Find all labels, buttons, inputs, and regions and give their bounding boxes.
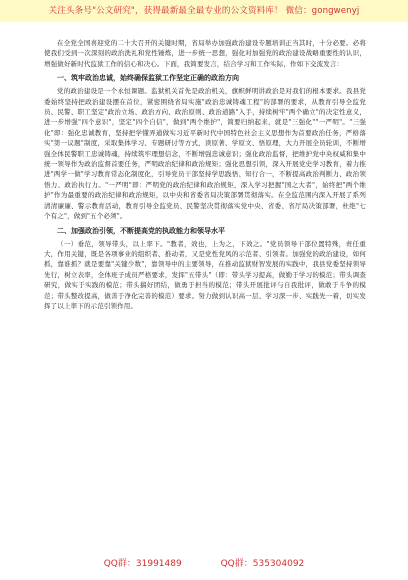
document-body [44,38,366,311]
section-heading-2: 二、加强政治引领，不断提高党的执政能力和领导水平 [57,226,225,235]
section-1-paragraph: 党的政治建设是一个永恒课题。监狱机关首先是政治机关，旗帜鲜明讲政治是对我们的根本要求。我县党委始终坚持把政治建设摆在首位，紧密围绕省局实施"政治忠诚铸魂工程"的部署的要求，从教育引导全监党员、民警、职工坚定"政治立场、政治方向、政治原则、政治道路"入手，持续树牢"两个确立"的决定性意义，进一步增强"四个意识"，坚定"四个自信"，做到"两个维护"，简要归纳起来，就是"三强化""一严明"。"三强化"即：强化忠诚教育，坚持把学懂弄通做实习近平新时代中国特色社会主义思想作为首要政治任务，严格落实"第一议题"制度，采取集体学习、专题研讨等方式，读原著、学原文、悟原理，大力开展全员轮训，不断增强全体民警职工忠诚铸魂，持续筑牢理想信念，不断增强忠诚意识；强化政治监督，把维护党中央权威和集中统一领导作为政治监督首要任务，严明政治纪律和政治规矩；强化思想引领，深入开展党史学习教育，着力推进"两学一做"学习教育常态化制度化，引导党员干部坚持学思践悟、知行合一，不断提高政治判断力、政治领悟力、政治执行力。"一严明"即：严明党的政治纪律和政治规矩，深入学习把握"国之大者"，始终把"两个维护"作为最重要的政治纪律和政治规矩，以中央和省委省局决策部署贯彻落实。在全监范围内深入开展了系列清清廉廉、警示教育活动，教育引导全监党员、民警坚决贯彻落实党中央、省委、省厅局决策部署，杜绝"七个有之"，做到"五个必须"。 [44,87,366,221]
promo-banner [0,0,408,22]
section-2-paragraph: （一）垂范，领导带头，以上率下。"教者，效也，上为之，下效之。"党员领导干部位置特殊，责任重大，作用关键，既是各项事业的组织者、推动者，又是党性党风的示范者、引领者。加强党的政治建设，如何抓，靠谁抓？就是要靠"关键少数"，靠领导中的主要领导，在推动监狱财智发展的实践中，我县党委坚持领导先行，树立表率，全体班子成员严格要求，发挥"五带头"（即：带头学习提高，做勤于学习的模范；带头调查研究，做实于实践的模范；带头搞好团结，做勇于担当的模范；带头开展批评与自我批评，做敢于斗争的模范；带头整改提高，做善于净化完善的模范）要求。努力做到认识高一层、学习深一步、实践先一着，切实发挥了以上率下的示范引领作用。 [44,239,366,310]
promo-banner-text: 关注头条号"公文研究"，获得最新最全最专业的公文资料库！ 微信：gongwenyj [48,6,360,16]
intro-paragraph: 在全党全国喜迎党的二十大召开的关键时期，省局举办加强政治建设专题培训正当其时，十分必要。必将使我们受到一次深刻的政治洗礼和党性锤炼，进一步统一思想，强化对加强党的政治建设战略重要性的认识，增强做好新时代监狱工作的信心和决心。下面，我简要发言，结合学习和工作实际，作如下交流发言： [44,39,366,68]
footer-contact [0,556,408,569]
footer-qq-group-2: QQ群：535304092 [220,559,305,569]
section-heading-1: 一、筑牢政治忠诚，始终确保监狱工作坚定正确的政治方向 [57,74,239,83]
footer-qq-group-1: QQ群：31991489 [103,559,182,569]
